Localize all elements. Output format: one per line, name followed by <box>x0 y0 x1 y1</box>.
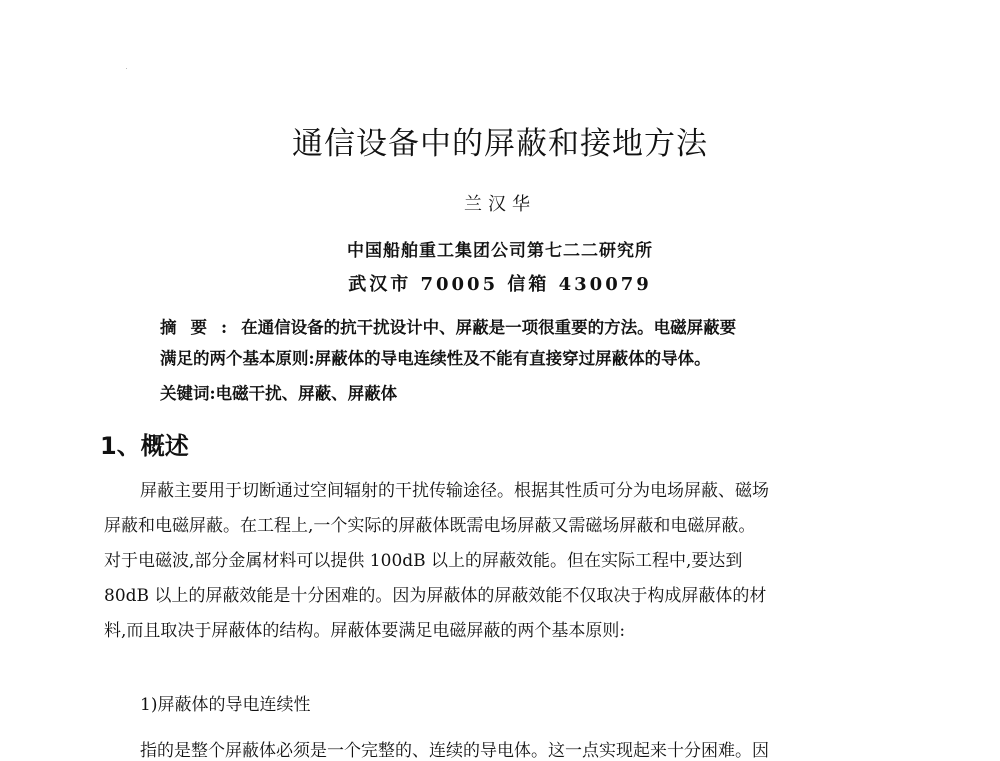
section-body <box>104 474 914 649</box>
postal-address: 武汉市 70005 信箱 430079 <box>348 274 652 295</box>
affiliation: 中国船舶重工集团公司第七二二研究所 <box>347 241 653 261</box>
body-line: 80dB 以上的屏蔽效能是十分困难的。因为屏蔽体的屏蔽效能不仅取决于构成屏蔽体的材 <box>104 586 767 606</box>
abstract-line-2: 满足的两个基本原则:屏蔽体的导电连续性及不能有直接穿过屏蔽体的导体。 <box>160 349 711 368</box>
section-heading: 1、概述 <box>100 432 189 460</box>
abstract <box>160 312 880 374</box>
paper-title: 通信设备中的屏蔽和接地方法 <box>292 126 708 162</box>
body-line: 屏蔽主要用于切断通过空间辐射的干扰传输途径。根据其性质可分为电场屏蔽、磁场 <box>140 481 769 501</box>
body-line-partial: 指的是整个屏蔽体必须是一个完整的、连续的导电体。这一点实现起来十分困难。因 <box>140 741 769 761</box>
body-line: 屏蔽和电磁屏蔽。在工程上,一个实际的屏蔽体既需电场屏蔽又需磁场屏蔽和电磁屏蔽。 <box>104 516 756 536</box>
body-line: 料,而且取决于屏蔽体的结构。屏蔽体要满足电磁屏蔽的两个基本原则: <box>104 621 626 641</box>
author-name: 兰汉华 <box>464 194 536 215</box>
abstract-label: 摘要: <box>160 318 242 337</box>
list-item-heading: 1)屏蔽体的导电连续性 <box>140 695 311 715</box>
body-line: 对于电磁波,部分金属材料可以提供 100dB 以上的屏蔽效能。但在实际工程中,要达到 <box>104 551 743 571</box>
keywords: 关键词:电磁干扰、屏蔽、屏蔽体 <box>160 384 398 403</box>
scan-speck <box>126 68 127 69</box>
abstract-text-1: 在通信设备的抗干扰设计中、屏蔽是一项很重要的方法。电磁屏蔽要 <box>241 318 737 337</box>
abstract-line-1 <box>160 312 880 343</box>
